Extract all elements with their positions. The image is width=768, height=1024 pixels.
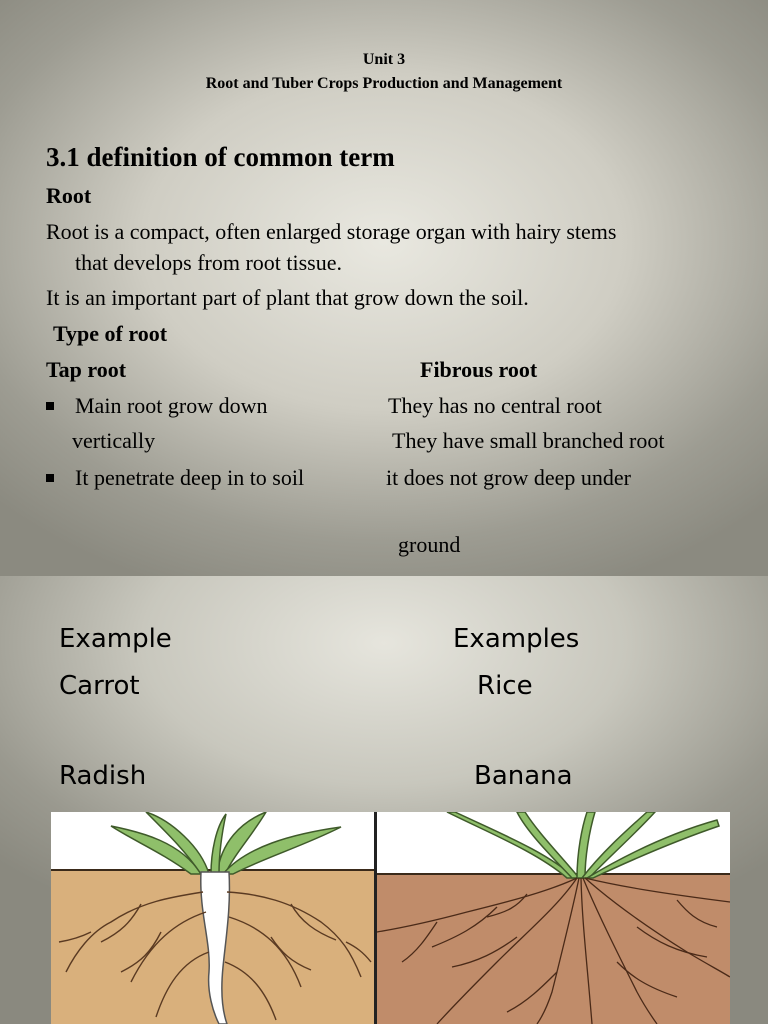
example-heading-left: Example [59, 624, 172, 654]
unit-label: Unit 3 [362, 51, 406, 68]
fibrous-root-illustration [377, 812, 730, 1024]
fibrous-root-heading: Fibrous root [420, 357, 538, 382]
example-radish: Radish [59, 761, 147, 791]
tap-root-bullet-1-line-1: Main root grow down [75, 393, 268, 418]
example-heading-right: Examples [453, 624, 580, 654]
example-rice: Rice [477, 671, 533, 701]
definition-line-2: that develops from root tissue. [75, 250, 343, 275]
bullet-marker [46, 402, 54, 410]
root-heading: Root [46, 183, 92, 208]
example-banana: Banana [474, 761, 573, 791]
type-of-root-heading: Type of root [53, 321, 168, 346]
bullet-marker [46, 474, 54, 482]
definition-line-1: Root is a compact, often enlarged storage organ with hairy stems [46, 219, 617, 244]
tap-root-bullet-1-line-2: vertically [72, 428, 156, 453]
example-carrot: Carrot [59, 671, 140, 701]
tap-root-heading: Tap root [46, 357, 127, 382]
section-heading: 3.1 definition of common term [46, 142, 395, 172]
fibrous-root-line-4: ground [398, 532, 461, 557]
importance-text: It is an important part of plant that grow down the soil. [46, 285, 529, 310]
tap-root-bullet-2: It penetrate deep in to soil [75, 465, 305, 490]
fibrous-root-line-2: They have small branched root [392, 428, 665, 453]
slide-examples [0, 576, 768, 1024]
taproot-illustration [51, 812, 374, 1024]
course-title: Root and Tuber Crops Production and Management [205, 75, 563, 92]
fibrous-root-line-3: it does not grow deep under [386, 465, 631, 490]
fibrous-root-line-1: They has no central root [388, 393, 602, 418]
